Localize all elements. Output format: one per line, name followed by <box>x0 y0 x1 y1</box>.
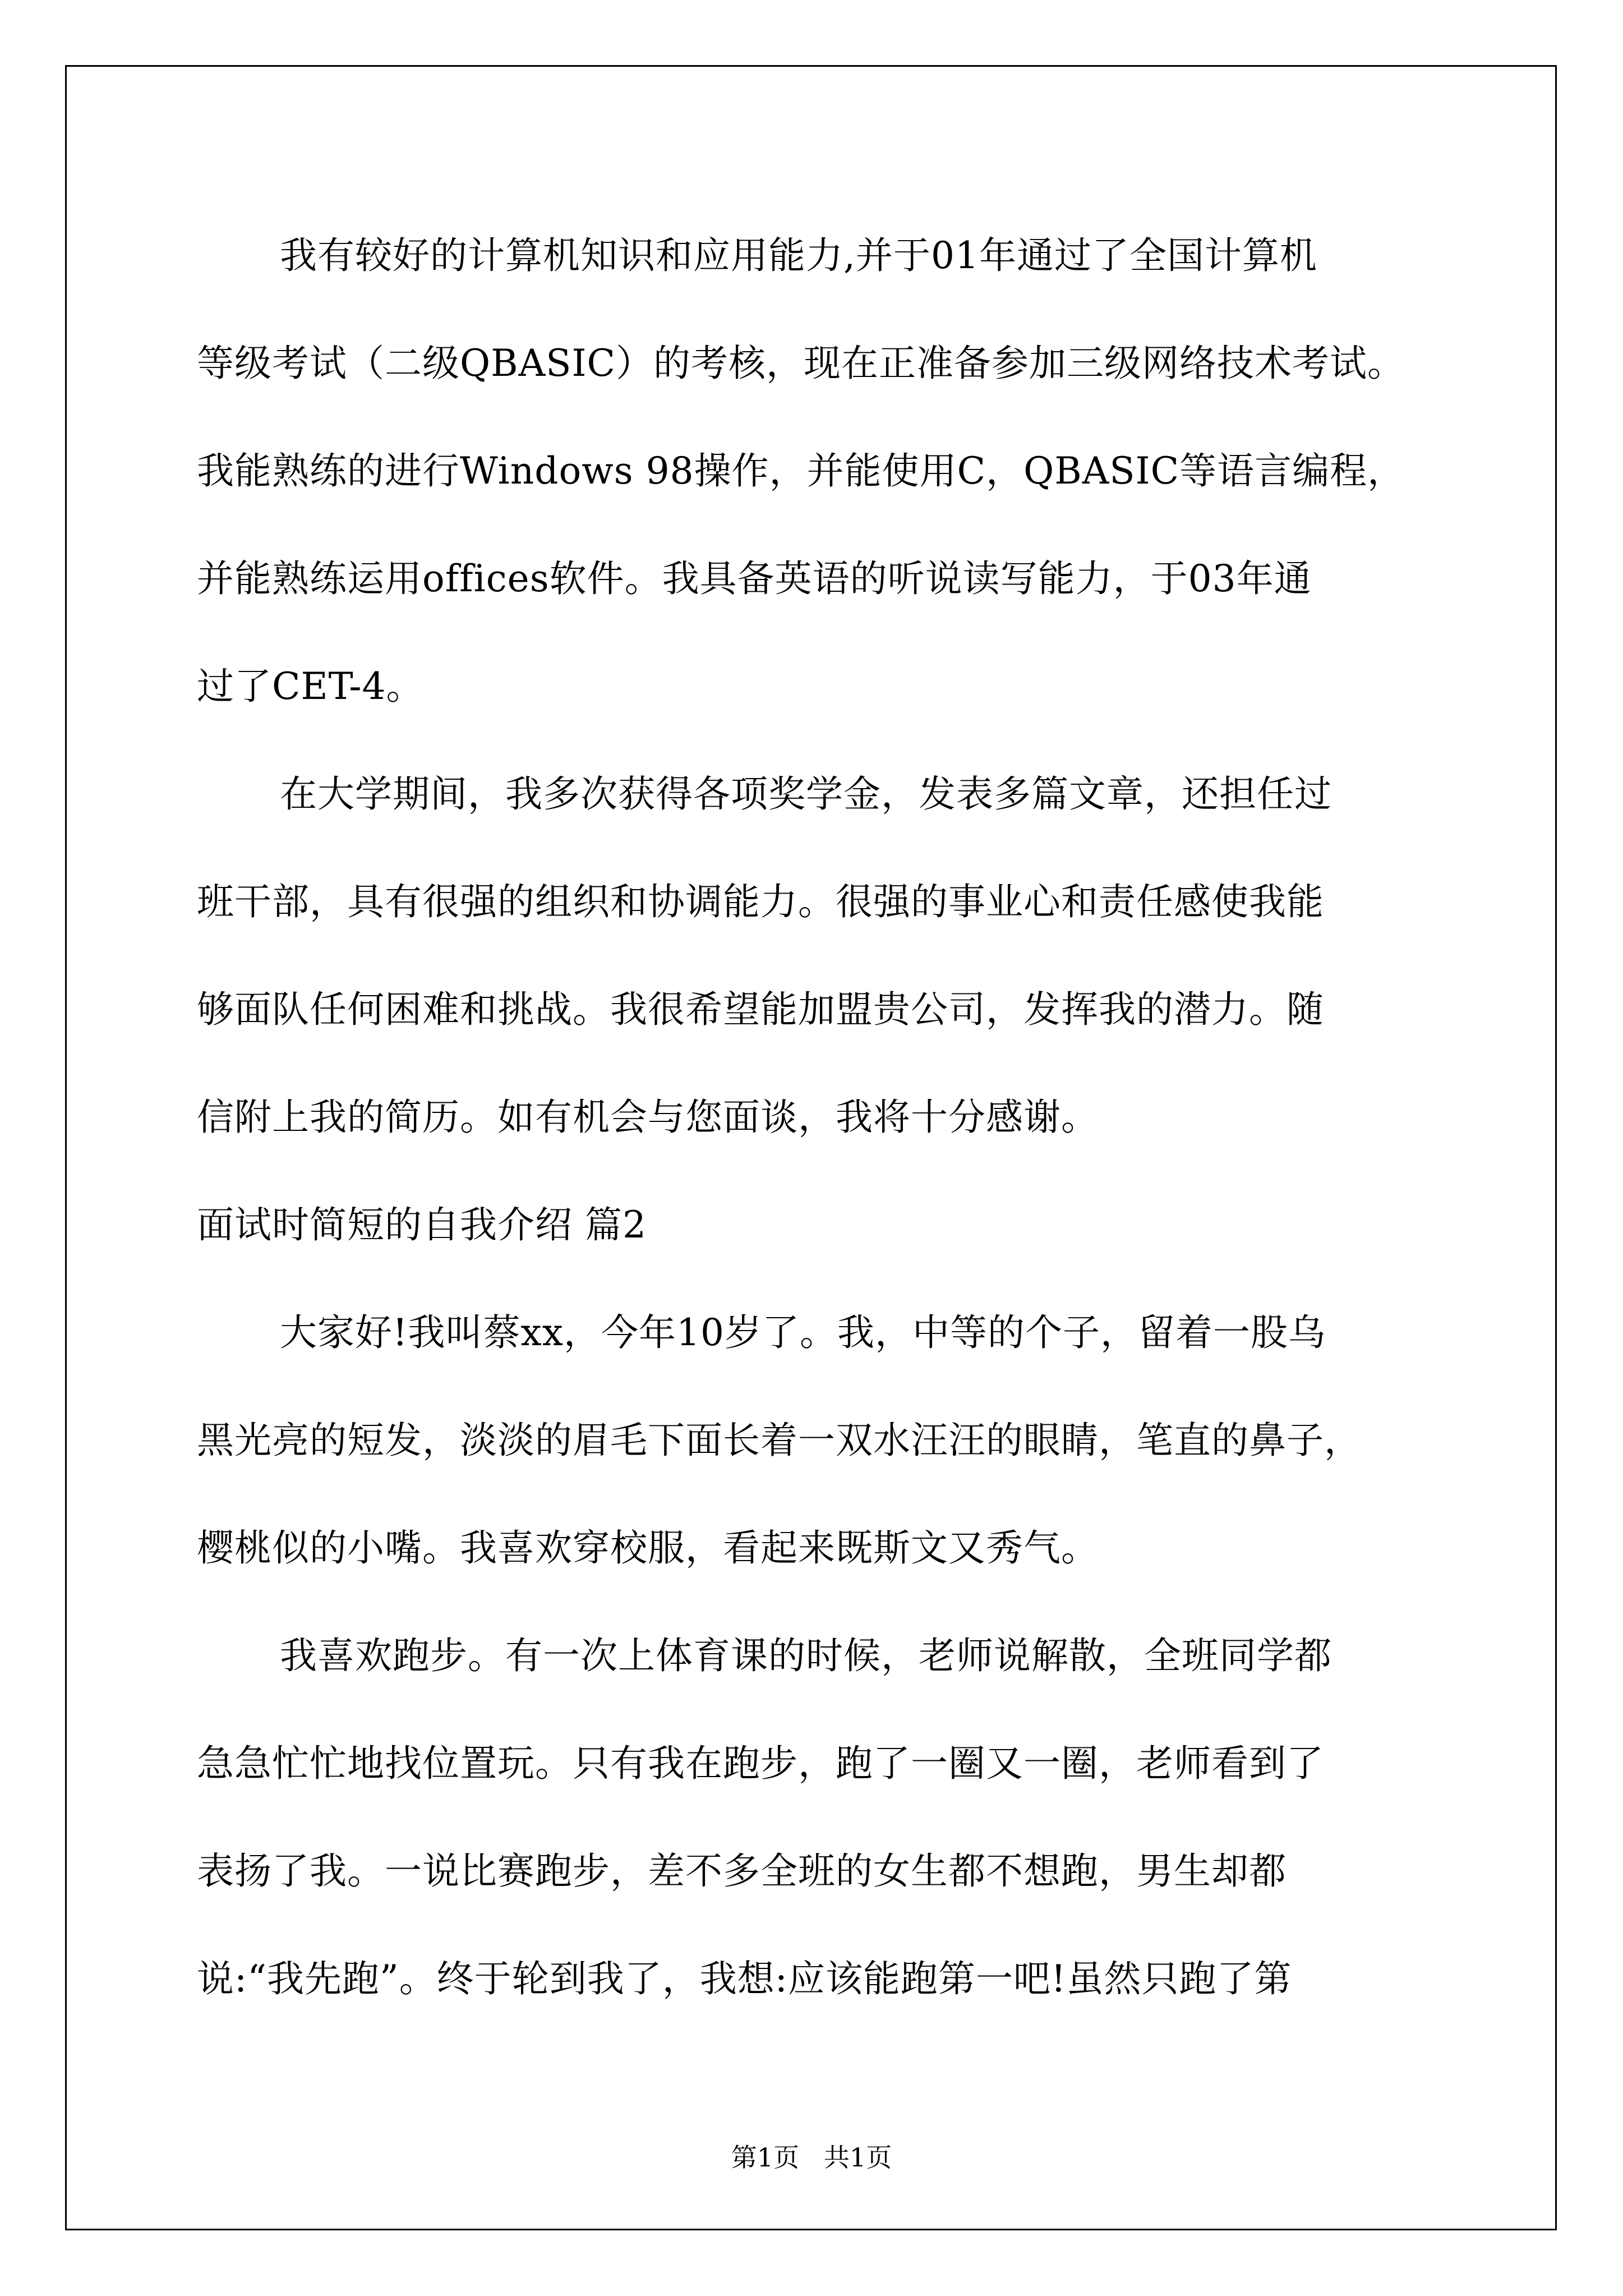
page-footer: 第1页 共1页 <box>731 2142 892 2173</box>
text-line: 急急忙忙地找位置玩。只有我在跑步，跑了一圈又一圈，老师看到了 <box>197 1742 1324 1785</box>
text-line: 并能熟练运用offices软件。我具备英语的听说读写能力，于03年通 <box>197 557 1312 600</box>
text-line: 黑光亮的短发，淡淡的眉毛下面长着一双水汪汪的眼睛，笔直的鼻子， <box>197 1419 1362 1462</box>
text-line: 樱桃似的小嘴。我喜欢穿校服，看起来既斯文又秀气。 <box>197 1526 1099 1570</box>
text-line: 表扬了我。一说比赛跑步，差不多全班的女生都不想跑，男生却都 <box>197 1849 1287 1893</box>
text-line: 我能熟练的进行Windows 98操作，并能使用C，QBASIC等语言编程， <box>197 449 1405 493</box>
text-line: 信附上我的简历。如有机会与您面谈，我将十分感谢。 <box>197 1096 1099 1139</box>
text-line: 我有较好的计算机知识和应用能力,并于01年通过了全国计算机 <box>280 234 1317 277</box>
text-line: 说:“我先跑”。终于轮到我了，我想:应该能跑第一吧!虽然只跑了第 <box>197 1957 1292 2000</box>
text-line: 过了CET-4。 <box>197 665 424 708</box>
text-line: 等级考试（二级QBASIC）的考核，现在正准备参加三级网络技术考试。 <box>197 342 1405 385</box>
paragraph-university <box>197 740 1453 1171</box>
document-body <box>197 202 1453 2033</box>
text-line: 够面队任何困难和挑战。我很希望能加盟贵公司，发挥我的潜力。随 <box>197 988 1324 1031</box>
text-line: 大家好!我叫蔡xx，今年10岁了。我，中等的个子，留着一股乌 <box>280 1311 1326 1354</box>
paragraph-intro <box>197 1279 1453 1602</box>
text-line: 我喜欢跑步。有一次上体育课的时候，老师说解散，全班同学都 <box>280 1634 1332 1677</box>
text-line: 在大学期间，我多次获得各项奖学金，发表多篇文章，还担任过 <box>280 772 1332 816</box>
paragraph-skills <box>197 202 1453 740</box>
section-heading: 面试时简短的自我介绍 篇2 <box>197 1203 647 1246</box>
paragraph-running <box>197 1602 1453 2033</box>
text-line: 班干部，具有很强的组织和协调能力。很强的事业心和责任感使我能 <box>197 880 1324 923</box>
